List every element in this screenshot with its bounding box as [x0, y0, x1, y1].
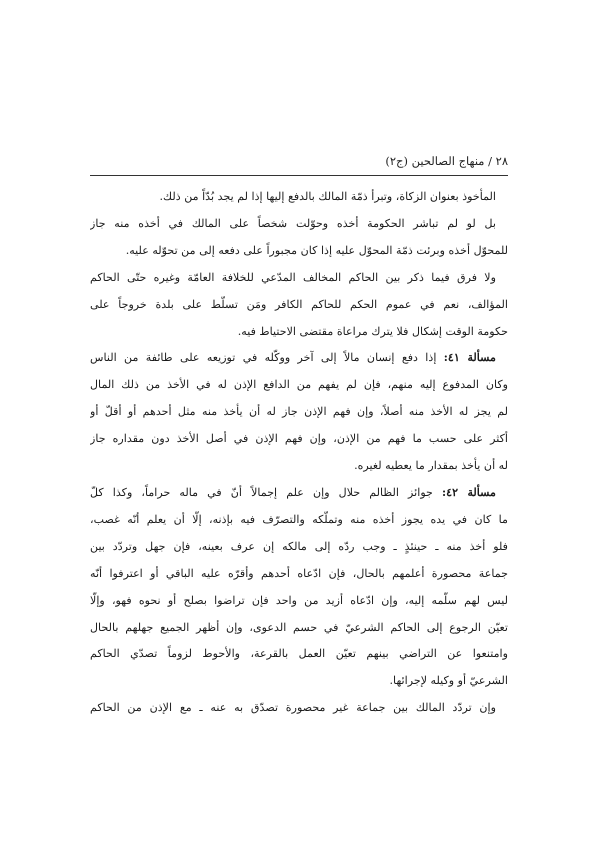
issue-label: مسألة ٤٢: — [442, 485, 496, 499]
header-divider — [90, 175, 508, 176]
text-line: الشرعيّ أو وكيله لإجرائها. — [389, 674, 508, 688]
running-header: ٢٨ / منهاج الصالحين (ج٢) — [385, 154, 508, 168]
text-line: لم يجز له الأخذ منه أصلاً، وإن فهم الإذن جاز له أن يأخذ منه مثل أحدهم أو أقلّ أو — [90, 405, 508, 419]
paragraph-transfer — [90, 211, 508, 265]
paragraph-zakat-taken — [90, 184, 508, 211]
text-line: وإن تردّد المالك بين جماعة غير محصورة تصدّق به عنه ـ مع الإذن من الحاكم — [90, 701, 496, 715]
document-body — [90, 184, 508, 722]
text-line: ما كان في يده يجوز أخذه منه وتملّكه والتصرّف فيه بإذنه، إلّا أن يعلم أنّه غصب، — [90, 512, 508, 526]
paragraph-unknown-owner — [90, 695, 508, 722]
text-line: المأخوذ بعنوان الزكاة، وتبرأ ذمّة المالك بالدفع إليها إذا لم يجد بُدّاً من ذلك. — [159, 190, 496, 203]
issue-text: جوائز الظالم حلال وإن علم إجمالاً أنّ في ماله حراماً، وكذا كلّ — [90, 485, 433, 499]
text-line: ولا فرق فيما ذكر بين الحاكم المخالف المدّعي للخلافة العامّة وغيره حتّى الحاكم — [90, 270, 496, 284]
issue-41 — [90, 345, 508, 480]
issue-42 — [90, 480, 508, 695]
text-line: حكومة الوقت إشكال فلا يترك مراعاة مقتضى الاحتياط فيه. — [237, 324, 508, 338]
text-line: للمحوّل أخذه وبرئت ذمّة المحوّل عليه إذا كان مجبوراً على دفعه إلى من تحوّله عليه. — [125, 243, 508, 257]
text-line — [90, 480, 508, 507]
text-line: بل لو لم تباشر الحكومة أخذه وحوّلت شخصاً على المالك في أخذه منه جاز — [90, 216, 496, 230]
text-line: المؤالف، نعم في عموم الحكم للحاكم الكافر ومَن تسلّط على بلدة خروجاً على — [90, 297, 508, 311]
text-line: ليس لهم سلّمه إليه، وإن ادّعاه أزيد من واحد فإن تراضوا بصلح أو نحوه فهو، وإلّا — [90, 593, 508, 607]
text-line — [90, 345, 508, 372]
text-line: وكان المدفوع إليه منهم، فإن لم يفهم من الدافع الإذن له في الأخذ من ذلك المال — [90, 378, 508, 392]
text-line: فلو أخذ منه ـ حينئذٍ ـ وجب ردّه إلى مالكه إن عرف بعينه، فإن جهل وتردّد بين — [90, 539, 508, 553]
text-line: أكثر على حسب ما فهم من الإذن، وإن فهم الإذن في أصل الأخذ دون مقداره جاز — [90, 432, 508, 446]
text-line: وامتنعوا عن التراضي بينهم تعيّن العمل بالقرعة، والأحوط لزوماً تصدّي الحاكم — [90, 647, 508, 661]
text-line: تعيّن الرجوع إلى الحاكم الشرعيّ في حسم الدعوى، وإن أظهر الجميع جهلهم بالحال — [90, 620, 508, 634]
text-line: جماعة محصورة أعلمهم بالحال، فإن ادّعاه أحدهم وأقرّه عليه الباقي أو اعترفوا أنّه — [90, 566, 508, 580]
text-line: له أن يأخذ بمقدار ما يعطيه لغيره. — [354, 459, 508, 473]
paragraph-ruler-distinction — [90, 265, 508, 346]
document-page — [90, 150, 508, 722]
issue-text: إذا دفع إنسان مالاً إلى آخر ووكّله في توزيعه على طائفة من الناس — [90, 351, 437, 365]
issue-label: مسألة ٤١: — [443, 351, 496, 365]
